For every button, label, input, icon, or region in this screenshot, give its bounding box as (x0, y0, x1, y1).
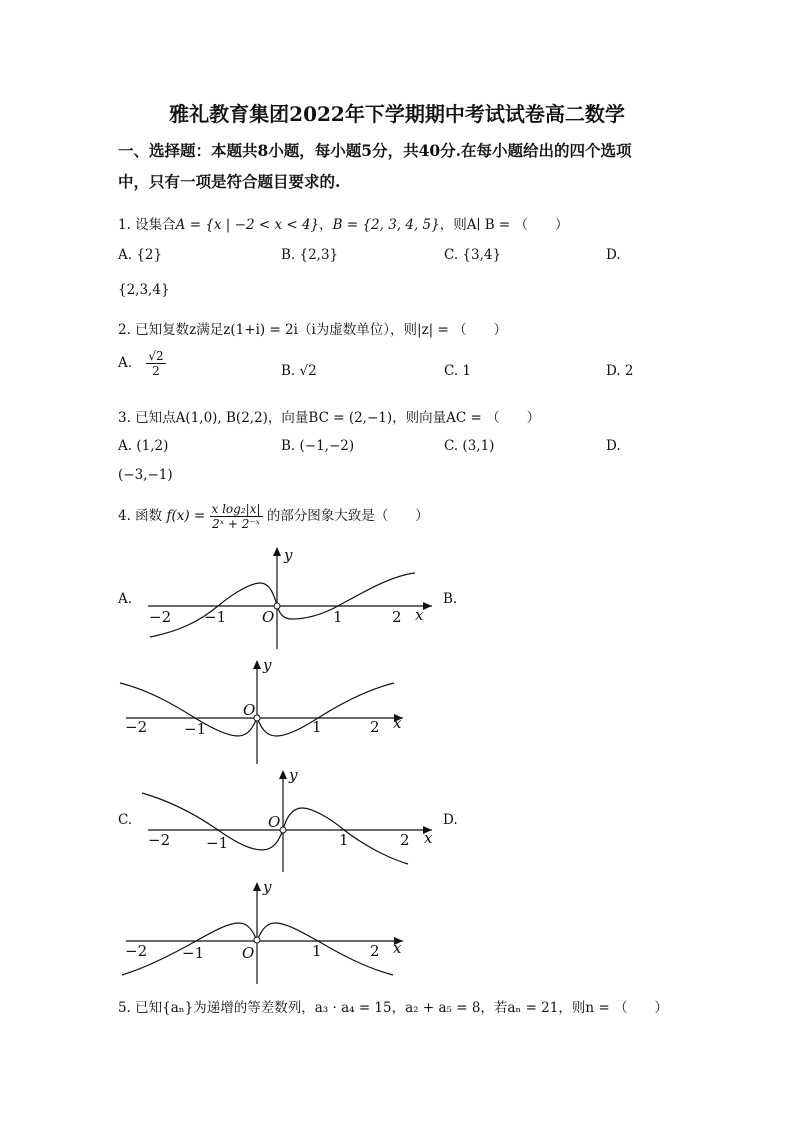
q3-option-d-value: (−3,−1) (118, 467, 173, 483)
graph-a-x-label: x (415, 606, 424, 624)
graph-b-tick-1: 1 (312, 718, 322, 736)
graph-a-tick-2: 2 (392, 608, 402, 626)
q4-label-b: B. (443, 591, 458, 607)
q4-prefix: 4. 函数 (118, 508, 163, 524)
question-4 (118, 502, 429, 531)
graph-a-origin-dot (274, 603, 280, 609)
graph-b-x-label: x (393, 714, 402, 732)
graph-a (140, 543, 440, 653)
graph-d-origin-dot (254, 937, 260, 943)
q2-option-a (118, 349, 166, 378)
graph-d-tick-2: 2 (370, 942, 380, 960)
graph-d-tick-neg2: −2 (125, 942, 148, 960)
q2-option-c: C. 1 (444, 363, 472, 379)
graph-a-tick-neg2: −2 (149, 608, 172, 626)
q1-option-b: B. {2,3} (281, 247, 339, 263)
section-heading-line2: 中，只有一项是符合题目要求的. (118, 172, 341, 191)
graph-c-origin-label: O (268, 813, 281, 831)
question-3: 3. 已知点A(1,0), B(2,2)，向量BC = (2,−1)，则向量AC = （ ） (118, 410, 541, 426)
q1-option-a: A. {2} (118, 247, 163, 263)
graph-c-y-label: y (289, 766, 298, 784)
q4-numerator: x log₂|x| (211, 502, 261, 516)
question-5: 5. 已知{aₙ}为递增的等差数列，a₃ · a₄ = 15，a₂ + a₅ = 8，若aₙ = 21，则n = （ ） (118, 1000, 668, 1016)
graph-b-tick-neg2: −2 (125, 718, 148, 736)
q2-option-a-label: A. (118, 355, 133, 371)
graph-a-curve (150, 573, 415, 637)
graph-c-tick-1: 1 (339, 831, 349, 849)
graph-d-tick-1: 1 (312, 942, 322, 960)
graph-a-tick-1: 1 (333, 608, 343, 626)
q1-prefix: 1. 设集合 (118, 217, 176, 233)
graph-c-y-arrow-icon (279, 770, 287, 779)
q3-option-d: D. (606, 438, 621, 454)
q4-denominator: 2ˣ + 2⁻ˣ (212, 517, 260, 531)
graph-b-y-label: y (263, 656, 272, 674)
q1-option-c: C. {3,4} (444, 247, 502, 263)
q2-option-b: B. √2 (281, 363, 317, 379)
graph-c-tick-neg2: −2 (148, 831, 171, 849)
graph-d-y-label: y (263, 878, 272, 896)
graph-a-x-arrow-icon (423, 602, 432, 610)
graph-d (118, 878, 418, 988)
graph-b-origin-label: O (243, 701, 256, 719)
q2-option-d: D. 2 (606, 363, 634, 379)
graph-b (118, 656, 418, 766)
q4-fx: f(x) = (166, 508, 206, 524)
graph-d-y-arrow-icon (253, 882, 261, 891)
section-heading-line1: 一、选择题：本题共8小题，每小题5分，共40分.在每小题给出的四个选项 (118, 141, 632, 160)
q4-fraction (210, 502, 263, 531)
graph-d-x-label: x (393, 939, 402, 957)
graph-c (140, 766, 440, 876)
q2-option-a-den: 2 (152, 364, 160, 378)
graph-c-tick-neg1: −1 (206, 834, 229, 852)
graph-a-origin-label: O (262, 608, 275, 626)
graph-b-tick-2: 2 (370, 718, 380, 736)
graph-c-origin-dot (280, 827, 286, 833)
graph-a-tick-neg1: −1 (204, 608, 227, 626)
q4-label-a: A. (118, 591, 133, 607)
q1-option-d: D. (606, 247, 621, 263)
graph-d-tick-neg1: −1 (182, 944, 205, 962)
graph-a-y-arrow-icon (273, 547, 281, 556)
q3-option-b: B. (−1,−2) (281, 438, 355, 454)
q3-option-c: C. (3,1) (444, 438, 495, 454)
page-title: 雅礼教育集团2022年下学期期中考试试卷高二数学 (169, 102, 625, 126)
q2-option-a-fraction (146, 349, 165, 378)
graph-a-y-label: y (284, 546, 293, 564)
graph-b-y-arrow-icon (253, 660, 261, 669)
q3-option-a: A. (1,2) (118, 438, 169, 454)
graph-c-x-label: x (424, 829, 433, 847)
q1-set-a: A = {x | −2 < x < 4} (175, 217, 320, 233)
graph-b-tick-neg1: −1 (184, 720, 207, 738)
q4-label-d: D. (443, 812, 458, 828)
question-1 (118, 213, 569, 233)
q1-suffix: ，则A∣ B = （ ） (439, 217, 569, 233)
q1-option-d-value: {2,3,4} (118, 282, 170, 298)
q1-set-b: B = {2, 3, 4, 5} (332, 217, 440, 233)
graph-c-tick-2: 2 (400, 831, 410, 849)
q4-label-c: C. (118, 812, 133, 828)
q2-option-a-num: √2 (148, 349, 164, 363)
q4-suffix: 的部分图象大致是（ ） (266, 508, 429, 524)
q1-sep: ， (319, 217, 333, 233)
question-2: 2. 已知复数z满足z(1+i) = 2i（i为虚数单位），则|z| = （ ） (118, 322, 508, 338)
graph-d-origin-label: O (242, 944, 255, 962)
